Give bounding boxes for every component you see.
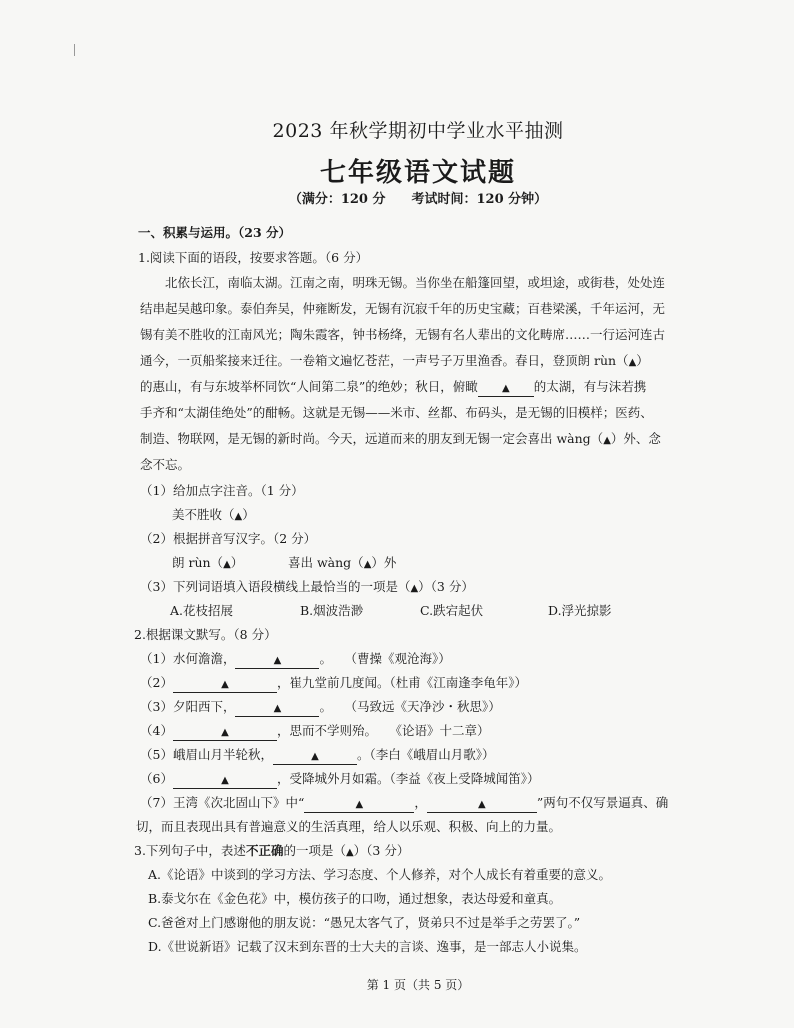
q3-option-d: D.《世说新语》记载了汉末到东晋的士大夫的言谈、逸事，是一部志人小说集。	[148, 939, 587, 954]
passage-line-2: 结串起吴越印象。泰伯奔吴，仲雍断发，无锡有沉寂千年的历史宝藏；百巷梁溪，千年运河，无	[140, 301, 666, 316]
q1-prompt: 1.阅读下面的语段，按要求答题。（6 分）	[138, 250, 369, 265]
q1-sub1-item	[172, 506, 255, 526]
passage-line-1: 北依长江，南临太湖。江南之南，明珠无锡。当你坐在船篷回望，或坦途，或街巷，处处连	[140, 275, 666, 290]
exam-info: （满分：120 分 考试时间：120 分钟）	[288, 192, 548, 207]
item-text: 。 （曹操《观沧海》）	[319, 651, 451, 666]
answer-mark: ▲	[311, 751, 319, 762]
item-text: ，	[414, 795, 427, 810]
answer-mark: ▲	[273, 703, 282, 714]
fill-blank[interactable]	[478, 380, 534, 397]
option-c: C.跌宕起伏	[420, 603, 484, 618]
item-text: ）（3 分）	[418, 579, 474, 594]
item-text: 的一项是（	[283, 843, 346, 858]
exam-title: 2023 年秋学期初中学业水平抽测	[272, 120, 564, 142]
item-text: ，思而不学则殆。 《论语》十二章）	[276, 723, 490, 738]
q1-sub3	[140, 578, 474, 598]
answer-mark: ▲	[234, 511, 243, 522]
exam-subject-title: 七年级语文试题	[319, 158, 516, 188]
answer-mark: ▲	[273, 655, 282, 666]
fill-blank[interactable]	[173, 772, 277, 789]
passage-line-8: 念不忘。	[140, 457, 191, 472]
fill-blank[interactable]	[173, 724, 277, 741]
exam-sheet	[118, 70, 718, 992]
page-footer: 第 1 页（共 5 页）	[366, 978, 470, 992]
fill-blank[interactable]	[235, 700, 319, 717]
q3-option-a: A.《论语》中谈到的学习方法、学习态度、个人修养，对个人成长有着重要的意义。	[148, 867, 612, 882]
item-text: （6）	[140, 771, 173, 786]
passage-text: 制造、物联网，是无锡的新时尚。今天，远道而来的朋友到无锡一定会喜出 wàng（	[140, 431, 604, 446]
q1-sub2-item-a	[172, 554, 243, 574]
passage-line-3: 锡有美不胜收的江南风光；陶朱霞客，钟书杨绛，无锡有名人辈出的文化畴席……一行运河连古	[140, 327, 666, 342]
q1-sub2: （2）根据拼音写汉字。（2 分）	[140, 531, 317, 546]
item-text: （3）夕阳西下，	[140, 699, 236, 714]
item-text: 。（李白《峨眉山月歌》）	[356, 747, 495, 762]
answer-mark: ▲	[478, 799, 486, 810]
passage-line-6: 手齐和“太湖佳绝处”的酣畅。这就是无锡——米市、丝都、布码头，是无锡的旧模样；医药、	[140, 405, 653, 420]
item-text: （2）	[140, 675, 173, 690]
item-text: ，崔九堂前几度闻。（杜甫《江南逢李龟年》）	[276, 675, 527, 690]
answer-mark: ▲	[345, 847, 354, 858]
option-a: A.花枝招展	[170, 603, 234, 618]
passage-text: ）外、念	[610, 431, 661, 446]
answer-mark: ▲	[363, 559, 372, 570]
option-d: D.浮光掠影	[548, 603, 612, 618]
answer-mark: ▲	[223, 559, 231, 570]
answer-mark: ▲	[603, 435, 611, 446]
q2-item	[140, 650, 451, 669]
fill-blank[interactable]	[173, 676, 277, 693]
item-text: 。 （马致远《天净沙・秋思》）	[319, 699, 501, 714]
q1-sub1: （1）给加点字注音。（1 分）	[140, 483, 304, 498]
section-heading: 一、积累与运用。（23 分）	[138, 225, 291, 240]
q2-item	[140, 698, 501, 717]
fill-blank[interactable]	[427, 796, 537, 813]
item-text: ”两句不仅写景逼真、确	[536, 795, 669, 810]
item-text: 喜出 wàng（	[288, 555, 364, 570]
passage-text: 的惠山，有与东坡举杯同饮“人间第二泉”的绝妙；秋日，俯瞰	[140, 379, 478, 394]
item-text: （3）下列词语填入语段横线上最恰当的一项是（	[140, 579, 411, 594]
item-text: 朗 rùn（	[172, 555, 224, 570]
item-text: （7）王湾《次北固山下》中“	[140, 795, 305, 810]
item-text: ）（3 分）	[353, 843, 410, 858]
item-text: （5）峨眉山月半轮秋，	[140, 747, 273, 762]
item-text: ）	[230, 555, 244, 570]
item-text: （4）	[140, 723, 173, 738]
item-text: 3.下列句子中，表述	[134, 843, 246, 858]
item-text: ，受降城外月如霜。（李益《夜上受降城闻笛》）	[276, 771, 540, 786]
answer-mark: ▲	[628, 357, 637, 368]
q2-item-7	[140, 794, 668, 813]
q2-item-7-cont: 切，而且表现出具有普遍意义的生活真理，给人以乐观、积极、向上的力量。	[136, 819, 562, 834]
answer-mark: ▲	[221, 679, 229, 690]
item-text: ）外	[371, 555, 397, 570]
q2-prompt: 2.根据课文默写。（8 分）	[134, 627, 277, 642]
item-text: 美不胜收（	[172, 507, 235, 522]
item-text: ）	[242, 507, 255, 522]
q2-item	[140, 674, 527, 693]
answer-mark: ▲	[221, 727, 229, 738]
item-text: （1）水何澹澹，	[140, 651, 236, 666]
fill-blank[interactable]	[304, 796, 414, 813]
q2-item	[140, 746, 494, 765]
answer-mark: ▲	[221, 775, 229, 786]
q3-option-b: B.泰戈尔在《金色花》中，模仿孩子的口吻，通过想象，表达母爱和童真。	[148, 891, 562, 906]
passage-line-5	[140, 378, 646, 397]
q3-prompt	[134, 842, 409, 862]
scan-mark	[74, 44, 75, 56]
q3-option-c: C.爸爸对上门感谢他的朋友说：“愚兄太客气了，贤弟只不过是举手之劳罢了。”	[148, 915, 581, 930]
emphasis-text: 不正确	[245, 843, 284, 858]
passage-text: 通今，一页船桨接来迁往。一卷箱文遍忆苍茫，一声号子万里渔香。春日，登顶朗 rùn（	[140, 353, 629, 368]
answer-mark: ▲	[355, 799, 364, 810]
q2-item	[140, 722, 489, 741]
passage-text: 的太湖，有与沫若携	[533, 379, 647, 394]
passage-line-4	[140, 352, 649, 372]
passage-text: ）	[636, 353, 649, 368]
option-b: B.烟波浩渺	[300, 603, 364, 618]
answer-mark: ▲	[501, 383, 510, 394]
fill-blank[interactable]	[235, 652, 319, 669]
passage-line-7	[140, 430, 661, 450]
q2-item	[140, 770, 539, 789]
fill-blank[interactable]	[273, 748, 357, 765]
q1-sub2-item-b	[288, 554, 396, 574]
answer-mark: ▲	[410, 583, 419, 594]
